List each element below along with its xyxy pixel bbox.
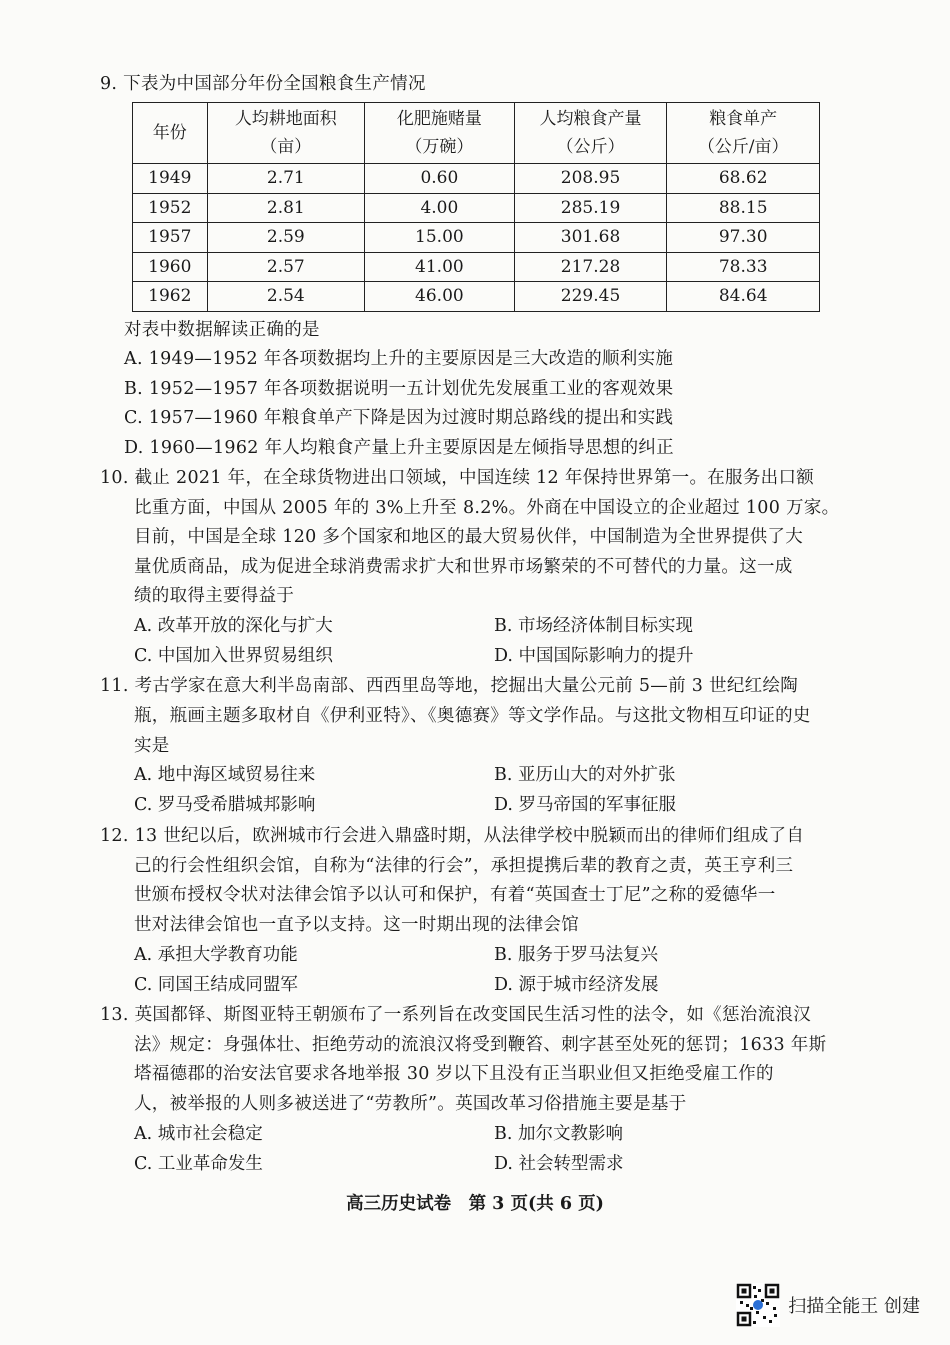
table-cell: 301.68 <box>514 223 667 253</box>
table-cell: 2.54 <box>207 282 365 312</box>
table-cell: 217.28 <box>514 252 667 282</box>
q12-option-c[interactable]: C. 同国王结成同盟军 <box>134 975 298 995</box>
table-cell: 68.62 <box>667 164 820 194</box>
scanner-watermark <box>736 1283 920 1327</box>
table-row <box>133 193 820 223</box>
table-header-row <box>133 103 820 164</box>
q9-stem: 9. 下表为中国部分年份全国粮食生产情况 <box>100 74 426 94</box>
qr-code-icon <box>736 1283 780 1327</box>
q11-option-b[interactable]: B. 亚历山大的对外扩张 <box>494 765 676 785</box>
q12-option-b[interactable]: B. 服务于罗马法复兴 <box>494 945 658 965</box>
header-fertilizer: 化肥施赌量 （万碗） <box>365 103 515 164</box>
q12-stem-line: 己的行会性组织会馆，自称为“法律的行会”，承担提携后辈的教育之责，英王亨利三 <box>134 856 794 876</box>
q10-option-b[interactable]: B. 市场经济体制目标实现 <box>494 616 693 636</box>
table-cell: 1949 <box>133 164 208 194</box>
table-cell: 2.71 <box>207 164 365 194</box>
table-cell: 46.00 <box>365 282 515 312</box>
q9-option-d[interactable]: D. 1960—1962 年人均粮食产量上升主要原因是左倾指导思想的纠正 <box>124 438 674 458</box>
header-grain-yield: 粮食单产 （公斤/亩） <box>667 103 820 164</box>
table-row <box>133 164 820 194</box>
q12-option-a[interactable]: A. 承担大学教育功能 <box>134 945 298 965</box>
header-farmland: 人均耕地面积 （亩） <box>207 103 365 164</box>
table-cell: 1957 <box>133 223 208 253</box>
table-cell: 41.00 <box>365 252 515 282</box>
q10-stem-line: 比重方面，中国从 2005 年的 3%上升至 8.2%。外商在中国设立的企业超过 100 万家。 <box>134 498 840 518</box>
q11-option-d[interactable]: D. 罗马帝国的军事征服 <box>494 795 677 815</box>
grain-table <box>132 102 820 312</box>
q13-option-b[interactable]: B. 加尔文教影响 <box>494 1124 623 1144</box>
table-row <box>133 282 820 312</box>
q13-stem-line: 人，被举报的人则多被送进了“劳教所”。英国改革习俗措施主要是基于 <box>134 1094 687 1114</box>
q10-option-c[interactable]: C. 中国加入世界贸易组织 <box>134 646 333 666</box>
table-cell: 88.15 <box>667 193 820 223</box>
table-cell: 2.81 <box>207 193 365 223</box>
q11-stem-line: 瓶，瓶画主题多取材自《伊利亚特》、《奥德赛》等文学作品。与这批文物相互印证的史 <box>134 706 811 726</box>
q10-stem-line: 10. 截止 2021 年，在全球货物进出口领域，中国连续 12 年保持世界第一。在服务出口额 <box>100 468 815 488</box>
table-cell: 2.57 <box>207 252 365 282</box>
q13-option-c[interactable]: C. 工业革命发生 <box>134 1154 263 1174</box>
table-cell: 97.30 <box>667 223 820 253</box>
q12-stem-line: 世颁布授权令状对法律会馆予以认可和保护，有着“英国查士丁尼”之称的爱德华一 <box>134 885 776 905</box>
header-year: 年份 <box>133 103 208 164</box>
q10-stem-line: 绩的取得主要得益于 <box>134 586 295 606</box>
q9-option-a[interactable]: A. 1949—1952 年各项数据均上升的主要原因是三大改造的顺利实施 <box>124 349 674 369</box>
q11-stem-line: 11. 考古学家在意大利半岛南部、西西里岛等地，挖掘出大量公元前 5—前 3 世纪红绘陶 <box>100 676 799 696</box>
q12-stem-line: 12. 13 世纪以后，欧洲城市行会进入鼎盛时期，从法律学校中脱颖而出的律师们组成了自 <box>100 826 805 846</box>
q13-stem-line: 塔福德郡的治安法官要求各地举报 30 岁以下且没有正当职业但又拒绝受雇工作的 <box>134 1064 774 1084</box>
q9-option-b[interactable]: B. 1952—1957 年各项数据说明一五计划优先发展重工业的客观效果 <box>124 379 674 399</box>
table-cell: 15.00 <box>365 223 515 253</box>
table-cell: 78.33 <box>667 252 820 282</box>
scanner-label: 扫描全能王 创建 <box>788 1296 920 1317</box>
q11-option-c[interactable]: C. 罗马受希腊城邦影响 <box>134 795 316 815</box>
q13-option-a[interactable]: A. 城市社会稳定 <box>134 1124 263 1144</box>
table-cell: 1962 <box>133 282 208 312</box>
table-cell: 208.95 <box>514 164 667 194</box>
table-row <box>133 252 820 282</box>
table-cell: 229.45 <box>514 282 667 312</box>
q9-option-c[interactable]: C. 1957—1960 年粮食单产下降是因为过渡时期总路线的提出和实践 <box>124 408 674 428</box>
table-cell: 4.00 <box>365 193 515 223</box>
table-cell: 1952 <box>133 193 208 223</box>
table-cell: 285.19 <box>514 193 667 223</box>
table-cell: 84.64 <box>667 282 820 312</box>
q11-option-a[interactable]: A. 地中海区域贸易往来 <box>134 765 316 785</box>
q10-stem-line: 目前，中国是全球 120 多个国家和地区的最大贸易伙伴，中国制造为全世界提供了大 <box>134 527 804 547</box>
table-row <box>133 223 820 253</box>
q9-prompt: 对表中数据解读正确的是 <box>124 320 320 340</box>
q12-stem-line: 世对法律会馆也一直予以支持。这一时期出现的法律会馆 <box>134 915 579 935</box>
page-footer: 高三历史试卷 第 3 页(共 6 页) <box>346 1194 604 1214</box>
q11-stem-line: 实是 <box>134 736 170 756</box>
table-cell: 2.59 <box>207 223 365 253</box>
q10-option-d[interactable]: D. 中国国际影响力的提升 <box>494 646 694 666</box>
q13-stem-line: 13. 英国都铎、斯图亚特王朝颁布了一系列旨在改变国民生活习性的法令，如《惩治流浪汉 <box>100 1005 811 1025</box>
q12-option-d[interactable]: D. 源于城市经济发展 <box>494 975 659 995</box>
table-cell: 0.60 <box>365 164 515 194</box>
q13-option-d[interactable]: D. 社会转型需求 <box>494 1154 624 1174</box>
q13-stem-line: 法》规定：身强体壮、拒绝劳动的流浪汉将受到鞭笞、刺字甚至处死的惩罚；1633 年斯 <box>134 1035 827 1055</box>
q10-option-a[interactable]: A. 改革开放的深化与扩大 <box>134 616 333 636</box>
q10-stem-line: 量优质商品，成为促进全球消费需求扩大和世界市场繁荣的不可替代的力量。这一成 <box>134 557 793 577</box>
header-grain-per-capita: 人均粮食产量 （公斤） <box>514 103 667 164</box>
table-cell: 1960 <box>133 252 208 282</box>
